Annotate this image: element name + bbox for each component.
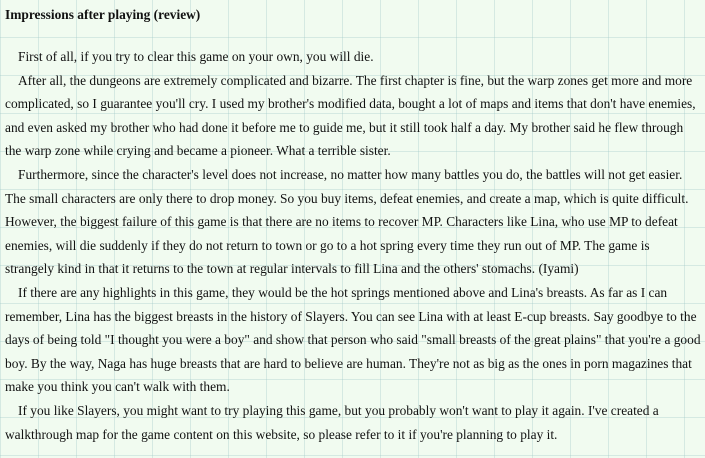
review-paragraph-1: First of all, if you try to clear this game on your own, you will die. (18, 49, 374, 64)
review-paragraph-2: After all, the dungeons are extremely complicated and bizarre. The first chapter is fine, but the warp zones get more and more complicated, so I guarantee you'll cry. I used my brother's modified data, bought a lot of maps and items that don't have enemies, and even asked my brother who had done it before me to guide me, but it still took half a day. My brother said he flew through the warp zone while crying and became a pioneer. What a terrible sister. (5, 72, 696, 159)
review-paragraph-5: If you like Slayers, you might want to try playing this game, but you probably won't want to play it again. I've created a walkthrough map for the game content on this website, so please refer to it if you're planning to play it. (5, 402, 659, 442)
review-paragraph-4: If there are any highlights in this game, they would be the hot springs mentioned above and Lina's breasts. As far as I can remember, Lina has the biggest breasts in the history of Slayers. You can see Lina with at least E-cup breasts. Say goodbye to the days of being told "I thought you were a boy" and show that person who said "small breasts of the great plains" that you're a good boy. By the way, Naga has huge breasts that are hard to believe are human. They're not as big as the ones in porn magazines that make you think you can't walk with them. (5, 284, 701, 395)
review-title: Impressions after playing (review) (5, 7, 201, 22)
review-paragraph-3: Furthermore, since the character's level does not increase, no matter how many battles you do, the battles will not get easier. The small characters are only there to drop money. So you buy items, defeat enemies, and create a map, which is quite difficult. However, the biggest failure of this game is that there are no items to recover MP. Characters like Lina, who use MP to defeat enemies, will die suddenly if they do not return to town or go to a hot spring every time they run out of MP. The game is strangely kind in that it returns to the town at regular intervals to fill Lina and the others' stomachs. (Iyami) (5, 166, 689, 277)
review-body (5, 45, 701, 446)
